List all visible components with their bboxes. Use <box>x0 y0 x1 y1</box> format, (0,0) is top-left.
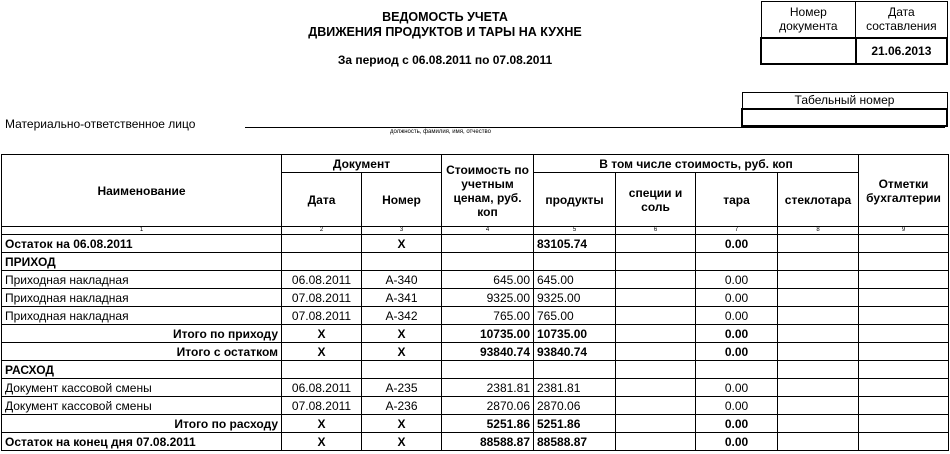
header-date: Дата <box>282 173 362 227</box>
cell-name: Остаток на 06.08.2011 <box>2 235 282 253</box>
column-number: 5 <box>534 227 616 235</box>
cell-date: 06.08.2011 <box>282 379 362 397</box>
header-document: Документ <box>282 155 442 173</box>
cell-name: Приходная накладная <box>2 271 282 289</box>
cell-spices <box>616 415 696 433</box>
cell-name: Приходная накладная <box>2 289 282 307</box>
header-name: Наименование <box>2 155 282 227</box>
cell-name: Приходная накладная <box>2 307 282 325</box>
cell-tare: 0.00 <box>696 343 778 361</box>
tabel-number-value <box>742 109 947 126</box>
cell-spices <box>616 343 696 361</box>
cell-date <box>282 253 362 271</box>
cell-notes <box>859 307 949 325</box>
responsible-signature-line <box>245 127 945 128</box>
column-number: 2 <box>282 227 362 235</box>
doc-number-value <box>761 38 856 64</box>
report-title-line1: ВЕДОМОСТЬ УЧЕТА <box>382 10 508 24</box>
header-cost: Стоимость по учетным ценам, руб. коп <box>442 155 534 227</box>
cell-notes <box>859 253 949 271</box>
cell-number: А-342 <box>362 307 442 325</box>
table-row <box>2 433 949 451</box>
cell-notes <box>859 397 949 415</box>
cell-number: А-235 <box>362 379 442 397</box>
cell-glass <box>778 307 859 325</box>
cell-notes <box>859 433 949 451</box>
cell-products: 83105.74 <box>534 235 616 253</box>
cell-cost <box>442 253 534 271</box>
cell-spices <box>616 361 696 379</box>
cell-notes <box>859 379 949 397</box>
column-number: 6 <box>616 227 696 235</box>
cell-products: 10735.00 <box>534 325 616 343</box>
tabel-number-box <box>741 92 948 127</box>
cell-glass <box>778 379 859 397</box>
cell-glass <box>778 433 859 451</box>
cell-products: 5251.86 <box>534 415 616 433</box>
cell-products: 645.00 <box>534 271 616 289</box>
responsible-hint: должность, фамилия, имя, отчество <box>390 129 491 135</box>
column-number: 4 <box>442 227 534 235</box>
cell-glass <box>778 289 859 307</box>
document-info-box <box>760 1 948 65</box>
cell-tare <box>696 253 778 271</box>
cell-glass <box>778 271 859 289</box>
cell-cost: 93840.74 <box>442 343 534 361</box>
cell-date: X <box>282 343 362 361</box>
report-period: За период с 06.08.2011 по 07.08.2011 <box>337 53 553 67</box>
cell-tare <box>696 361 778 379</box>
header-glass: стеклотара <box>778 173 859 227</box>
cell-products <box>534 253 616 271</box>
cell-name: ПРИХОД <box>2 253 282 271</box>
table-row <box>2 343 949 361</box>
cell-number: А-236 <box>362 397 442 415</box>
cell-products: 88588.87 <box>534 433 616 451</box>
cell-spices <box>616 235 696 253</box>
cell-number <box>362 361 442 379</box>
cell-date: X <box>282 415 362 433</box>
doc-number-label: Номер документа <box>761 2 856 38</box>
header-spices: специи и соль <box>616 173 696 227</box>
cell-cost: 88588.87 <box>442 433 534 451</box>
cell-spices <box>616 307 696 325</box>
cell-date: 06.08.2011 <box>282 271 362 289</box>
cell-number: X <box>362 235 442 253</box>
cell-date: 07.08.2011 <box>282 397 362 415</box>
cell-name: Остаток на конец дня 07.08.2011 <box>2 433 282 451</box>
cell-tare: 0.00 <box>696 307 778 325</box>
cell-products: 93840.74 <box>534 343 616 361</box>
cell-tare: 0.00 <box>696 433 778 451</box>
cell-glass <box>778 415 859 433</box>
cell-name: Итого с остатком <box>2 343 282 361</box>
cell-products: 765.00 <box>534 307 616 325</box>
responsible-label: Материально-ответственное лицо <box>5 117 196 131</box>
cell-notes <box>859 235 949 253</box>
cell-spices <box>616 271 696 289</box>
column-number: 8 <box>778 227 859 235</box>
cell-glass <box>778 361 859 379</box>
cell-spices <box>616 325 696 343</box>
header-products: продукты <box>534 173 616 227</box>
cell-notes <box>859 271 949 289</box>
cell-tare: 0.00 <box>696 379 778 397</box>
movement-table <box>1 154 949 451</box>
cell-notes <box>859 415 949 433</box>
cell-spices <box>616 253 696 271</box>
cell-tare: 0.00 <box>696 415 778 433</box>
cell-name: Итого по расходу <box>2 415 282 433</box>
cell-date <box>282 235 362 253</box>
cell-cost: 2870.06 <box>442 397 534 415</box>
cell-products: 9325.00 <box>534 289 616 307</box>
cell-products: 2870.06 <box>534 397 616 415</box>
header-number: Номер <box>362 173 442 227</box>
cell-notes <box>859 361 949 379</box>
table-row <box>2 361 949 379</box>
cell-number: X <box>362 343 442 361</box>
cell-name: РАСХОД <box>2 361 282 379</box>
cell-cost: 10735.00 <box>442 325 534 343</box>
table-row <box>2 397 949 415</box>
doc-date-value: 21.06.2013 <box>856 38 947 64</box>
cell-date: X <box>282 433 362 451</box>
cell-date: 07.08.2011 <box>282 307 362 325</box>
table-row <box>2 379 949 397</box>
cell-glass <box>778 325 859 343</box>
cell-cost: 645.00 <box>442 271 534 289</box>
cell-glass <box>778 253 859 271</box>
cell-number: X <box>362 433 442 451</box>
cell-tare: 0.00 <box>696 325 778 343</box>
table-row <box>2 235 949 253</box>
header-tare: тара <box>696 173 778 227</box>
cell-glass <box>778 397 859 415</box>
cell-spices <box>616 289 696 307</box>
cell-cost: 9325.00 <box>442 289 534 307</box>
cell-number: X <box>362 415 442 433</box>
cell-tare: 0.00 <box>696 235 778 253</box>
cell-number: А-341 <box>362 289 442 307</box>
cell-cost <box>442 235 534 253</box>
tabel-number-label: Табельный номер <box>742 93 947 109</box>
column-number: 1 <box>2 227 282 235</box>
table-row <box>2 307 949 325</box>
column-number: 3 <box>362 227 442 235</box>
cell-spices <box>616 397 696 415</box>
cell-notes <box>859 325 949 343</box>
cell-notes <box>859 289 949 307</box>
cell-products: 2381.81 <box>534 379 616 397</box>
cell-name: Документ кассовой смены <box>2 379 282 397</box>
cell-cost: 5251.86 <box>442 415 534 433</box>
column-number: 9 <box>859 227 949 235</box>
cell-tare: 0.00 <box>696 397 778 415</box>
cell-spices <box>616 379 696 397</box>
cell-spices <box>616 433 696 451</box>
column-number: 7 <box>696 227 778 235</box>
cell-cost: 2381.81 <box>442 379 534 397</box>
cell-glass <box>778 235 859 253</box>
table-row <box>2 271 949 289</box>
cell-cost <box>442 361 534 379</box>
table-row <box>2 289 949 307</box>
cell-name: Документ кассовой смены <box>2 397 282 415</box>
column-numbers-row <box>2 227 949 235</box>
table-row <box>2 253 949 271</box>
table-row <box>2 415 949 433</box>
cell-tare: 0.00 <box>696 271 778 289</box>
cell-notes <box>859 343 949 361</box>
cell-number: А-340 <box>362 271 442 289</box>
report-title-line2: ДВИЖЕНИЯ ПРОДУКТОВ И ТАРЫ НА КУХНЕ <box>308 25 582 39</box>
cell-number: X <box>362 325 442 343</box>
cell-products <box>534 361 616 379</box>
cell-date: X <box>282 325 362 343</box>
cell-cost: 765.00 <box>442 307 534 325</box>
cell-date: 07.08.2011 <box>282 289 362 307</box>
cell-tare: 0.00 <box>696 289 778 307</box>
table-row <box>2 325 949 343</box>
cell-number <box>362 253 442 271</box>
header-notes: Отметки бухгалтерии <box>859 155 949 227</box>
cell-name: Итого по приходу <box>2 325 282 343</box>
header-incl: В том числе стоимость, руб. коп <box>534 155 859 173</box>
doc-date-label: Дата составления <box>856 2 947 38</box>
cell-date <box>282 361 362 379</box>
cell-glass <box>778 343 859 361</box>
